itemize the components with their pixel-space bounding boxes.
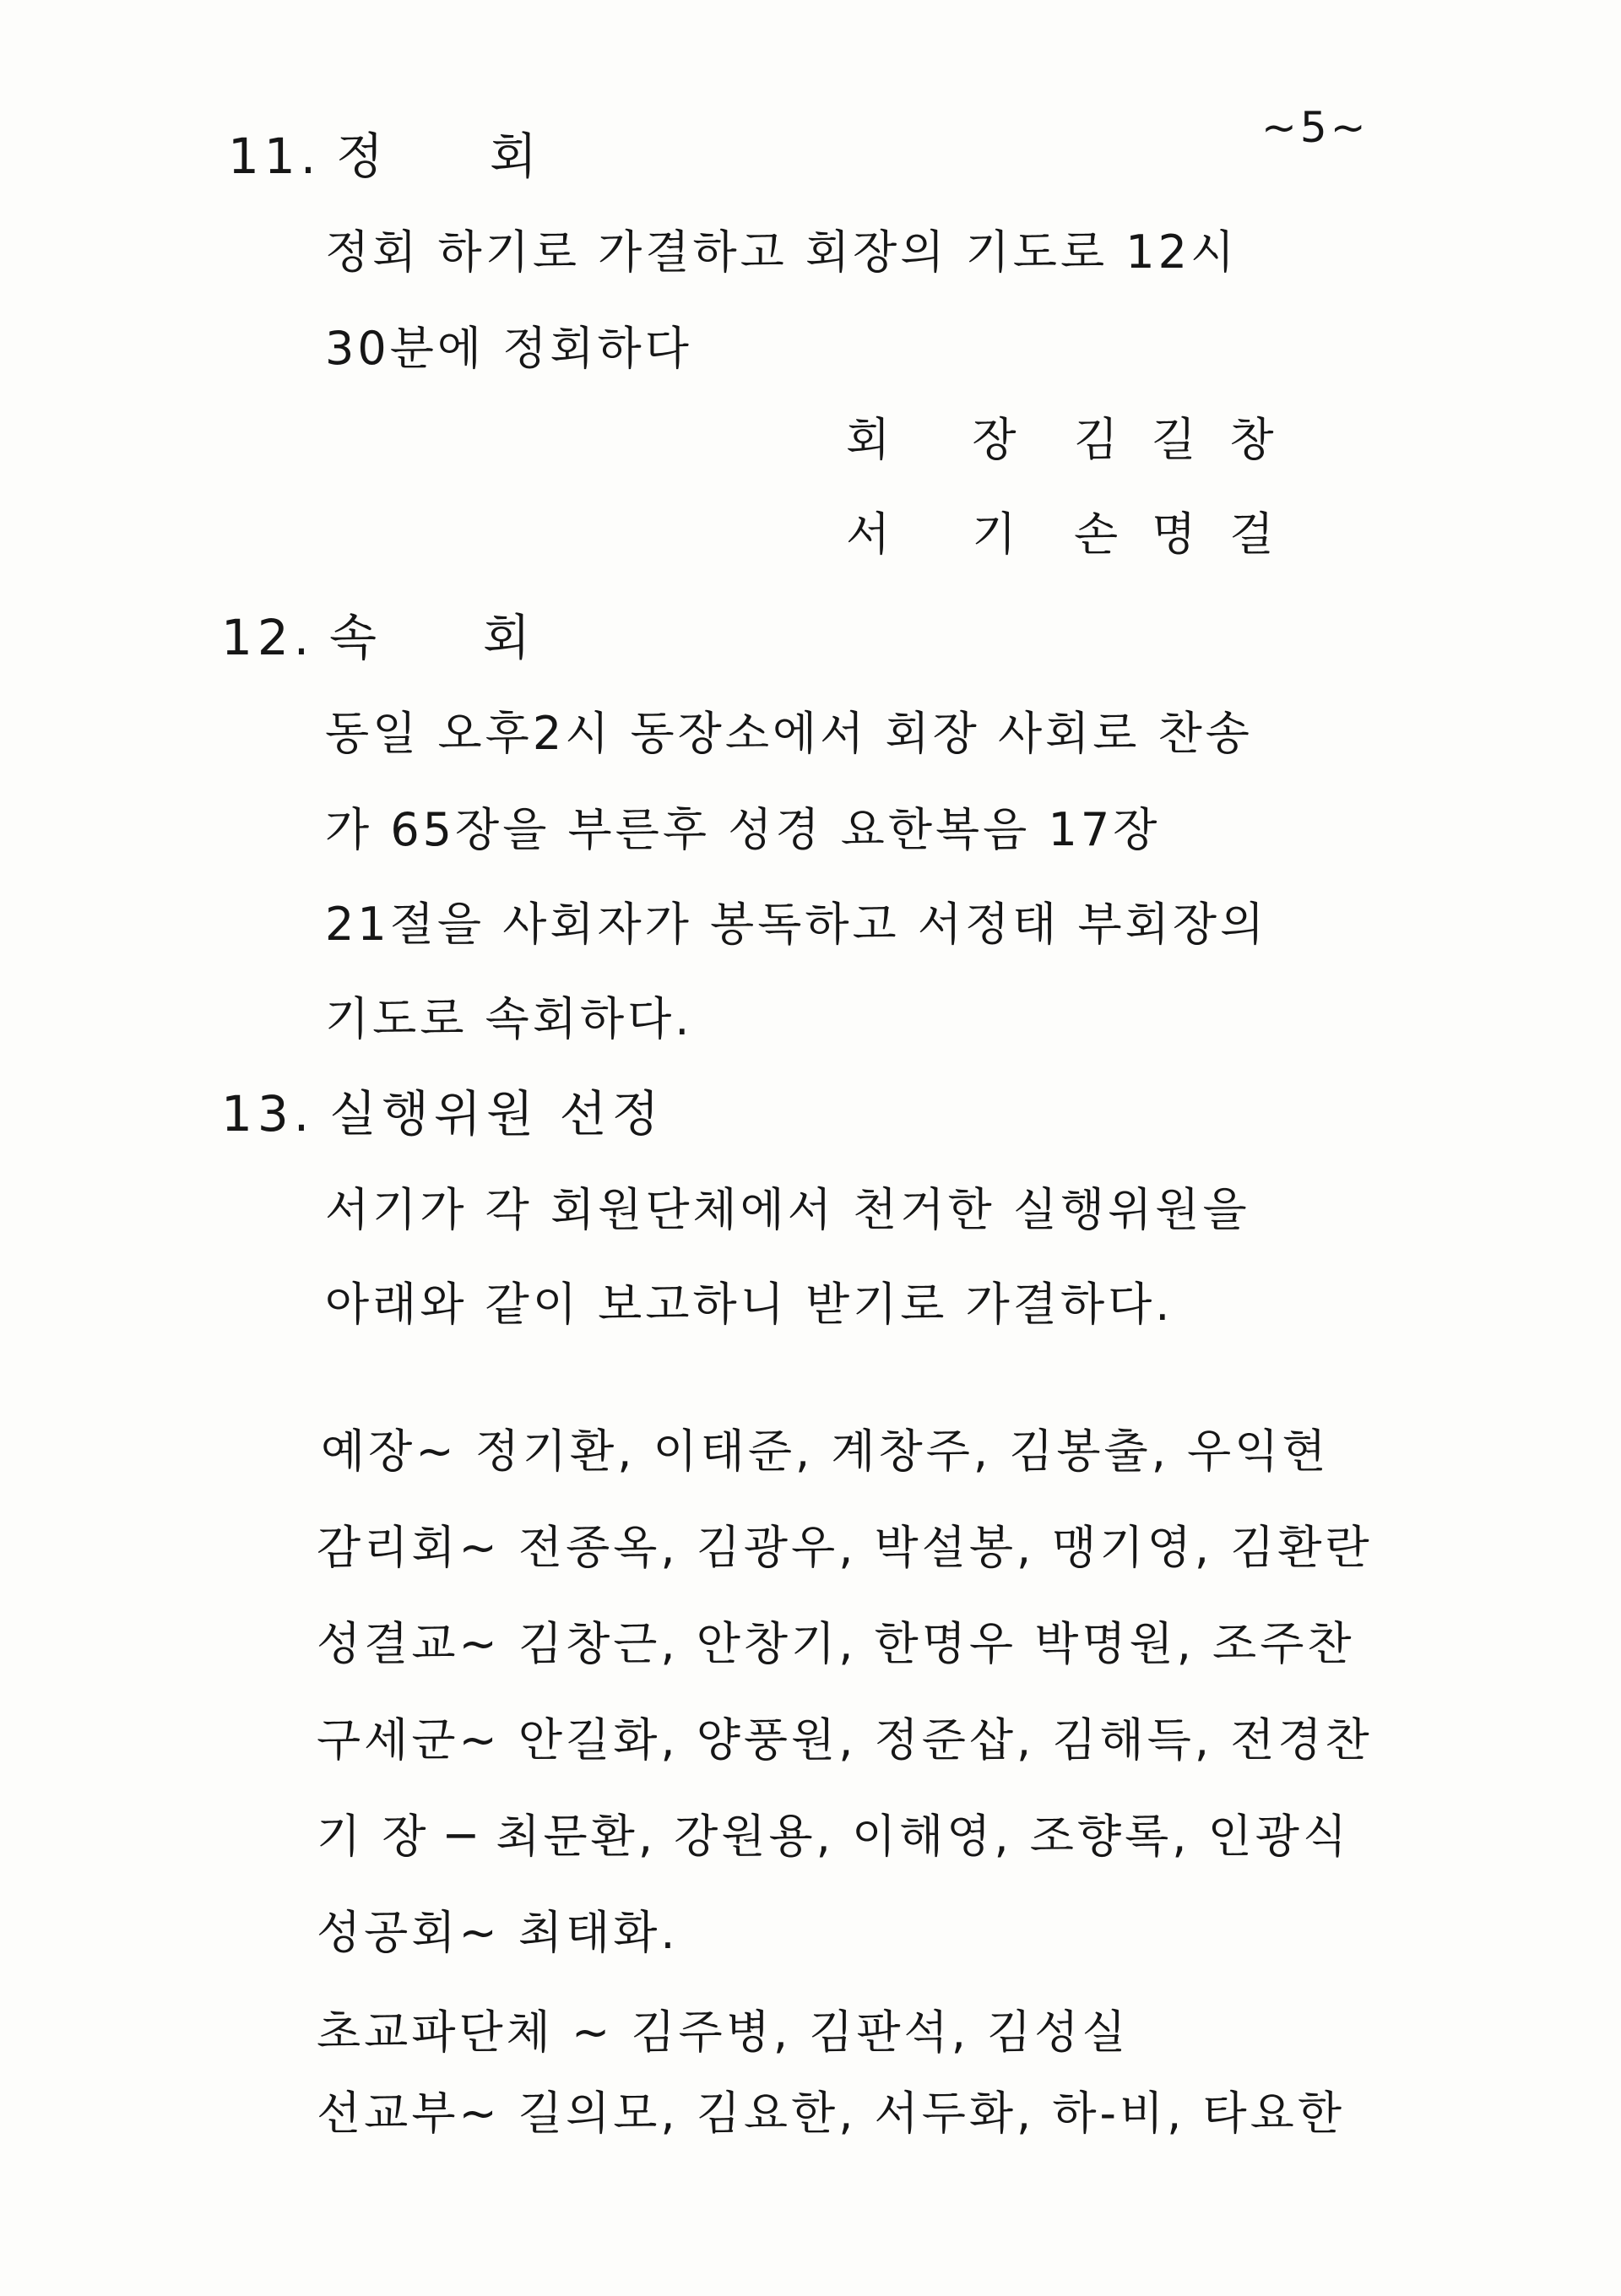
section-11-line-2: 30분에 정회하다 <box>325 322 692 375</box>
section-11-title-a: 정 <box>336 128 389 185</box>
section-13-line-2: 아래와 같이 보고하니 받기로 가결하다. <box>325 1278 1174 1331</box>
signature-name: 김길창 <box>1074 413 1308 466</box>
page-number: ~5~ <box>1261 103 1369 152</box>
member-list-item: 감리회~ 전종옥, 김광우, 박설봉, 맹기영, 김환란 <box>317 1521 1373 1574</box>
member-list-item: 선교부~ 길의모, 김요한, 서두화, 하-비, 타요한 <box>317 2087 1346 2140</box>
section-12-line-3: 21절을 사회자가 봉독하고 서정태 부회장의 <box>325 898 1268 951</box>
signature-role: 회 장 <box>846 413 1050 466</box>
section-13-title: 실행위원 선정 <box>329 1085 664 1143</box>
section-11-heading <box>228 128 542 184</box>
member-list-item: 구세군~ 안길화, 양풍원, 정준삽, 김해득, 전경찬 <box>317 1713 1373 1767</box>
member-list-item: 성공회~ 최태화. <box>317 1906 679 1959</box>
section-12-line-2: 가 65장을 부른후 성경 요한복음 17장 <box>325 803 1161 856</box>
section-12-heading <box>221 610 535 665</box>
section-12-number: 12. <box>221 609 315 666</box>
section-13-heading <box>221 1086 664 1142</box>
section-13-number: 13. <box>221 1085 315 1143</box>
member-list-item: 예장~ 정기환, 이태준, 계창주, 김봉출, 우익현 <box>321 1425 1330 1478</box>
section-12-title-b: 회 <box>483 609 536 666</box>
section-12-line-4: 기도로 속회하다. <box>325 992 693 1045</box>
section-11-number: 11. <box>228 128 322 185</box>
member-list-item: 기 장 ─ 최문환, 강원용, 이해영, 조향록, 인광식 <box>317 1810 1351 1863</box>
section-12-line-1: 동일 오후2시 동장소에서 회장 사회로 찬송 <box>325 707 1253 760</box>
signature-name: 손명걸 <box>1074 508 1308 561</box>
member-list-item: 초교파단체 ~ 김주병, 김판석, 김성실 <box>317 2006 1130 2059</box>
signature-chairman <box>846 412 1308 468</box>
signature-role: 서 기 <box>846 508 1050 561</box>
section-11-line-1: 정회 하기로 가결하고 회장의 기도로 12시 <box>325 225 1239 279</box>
section-13-line-1: 서기가 각 회원단체에서 천거한 실행위원을 <box>325 1183 1250 1236</box>
signature-secretary <box>846 507 1308 562</box>
section-12-title-a: 속 <box>329 609 382 666</box>
member-list-item: 성결교~ 김창근, 안창기, 한명우 박명원, 조주찬 <box>317 1617 1355 1670</box>
section-11-title-b: 회 <box>490 128 543 185</box>
